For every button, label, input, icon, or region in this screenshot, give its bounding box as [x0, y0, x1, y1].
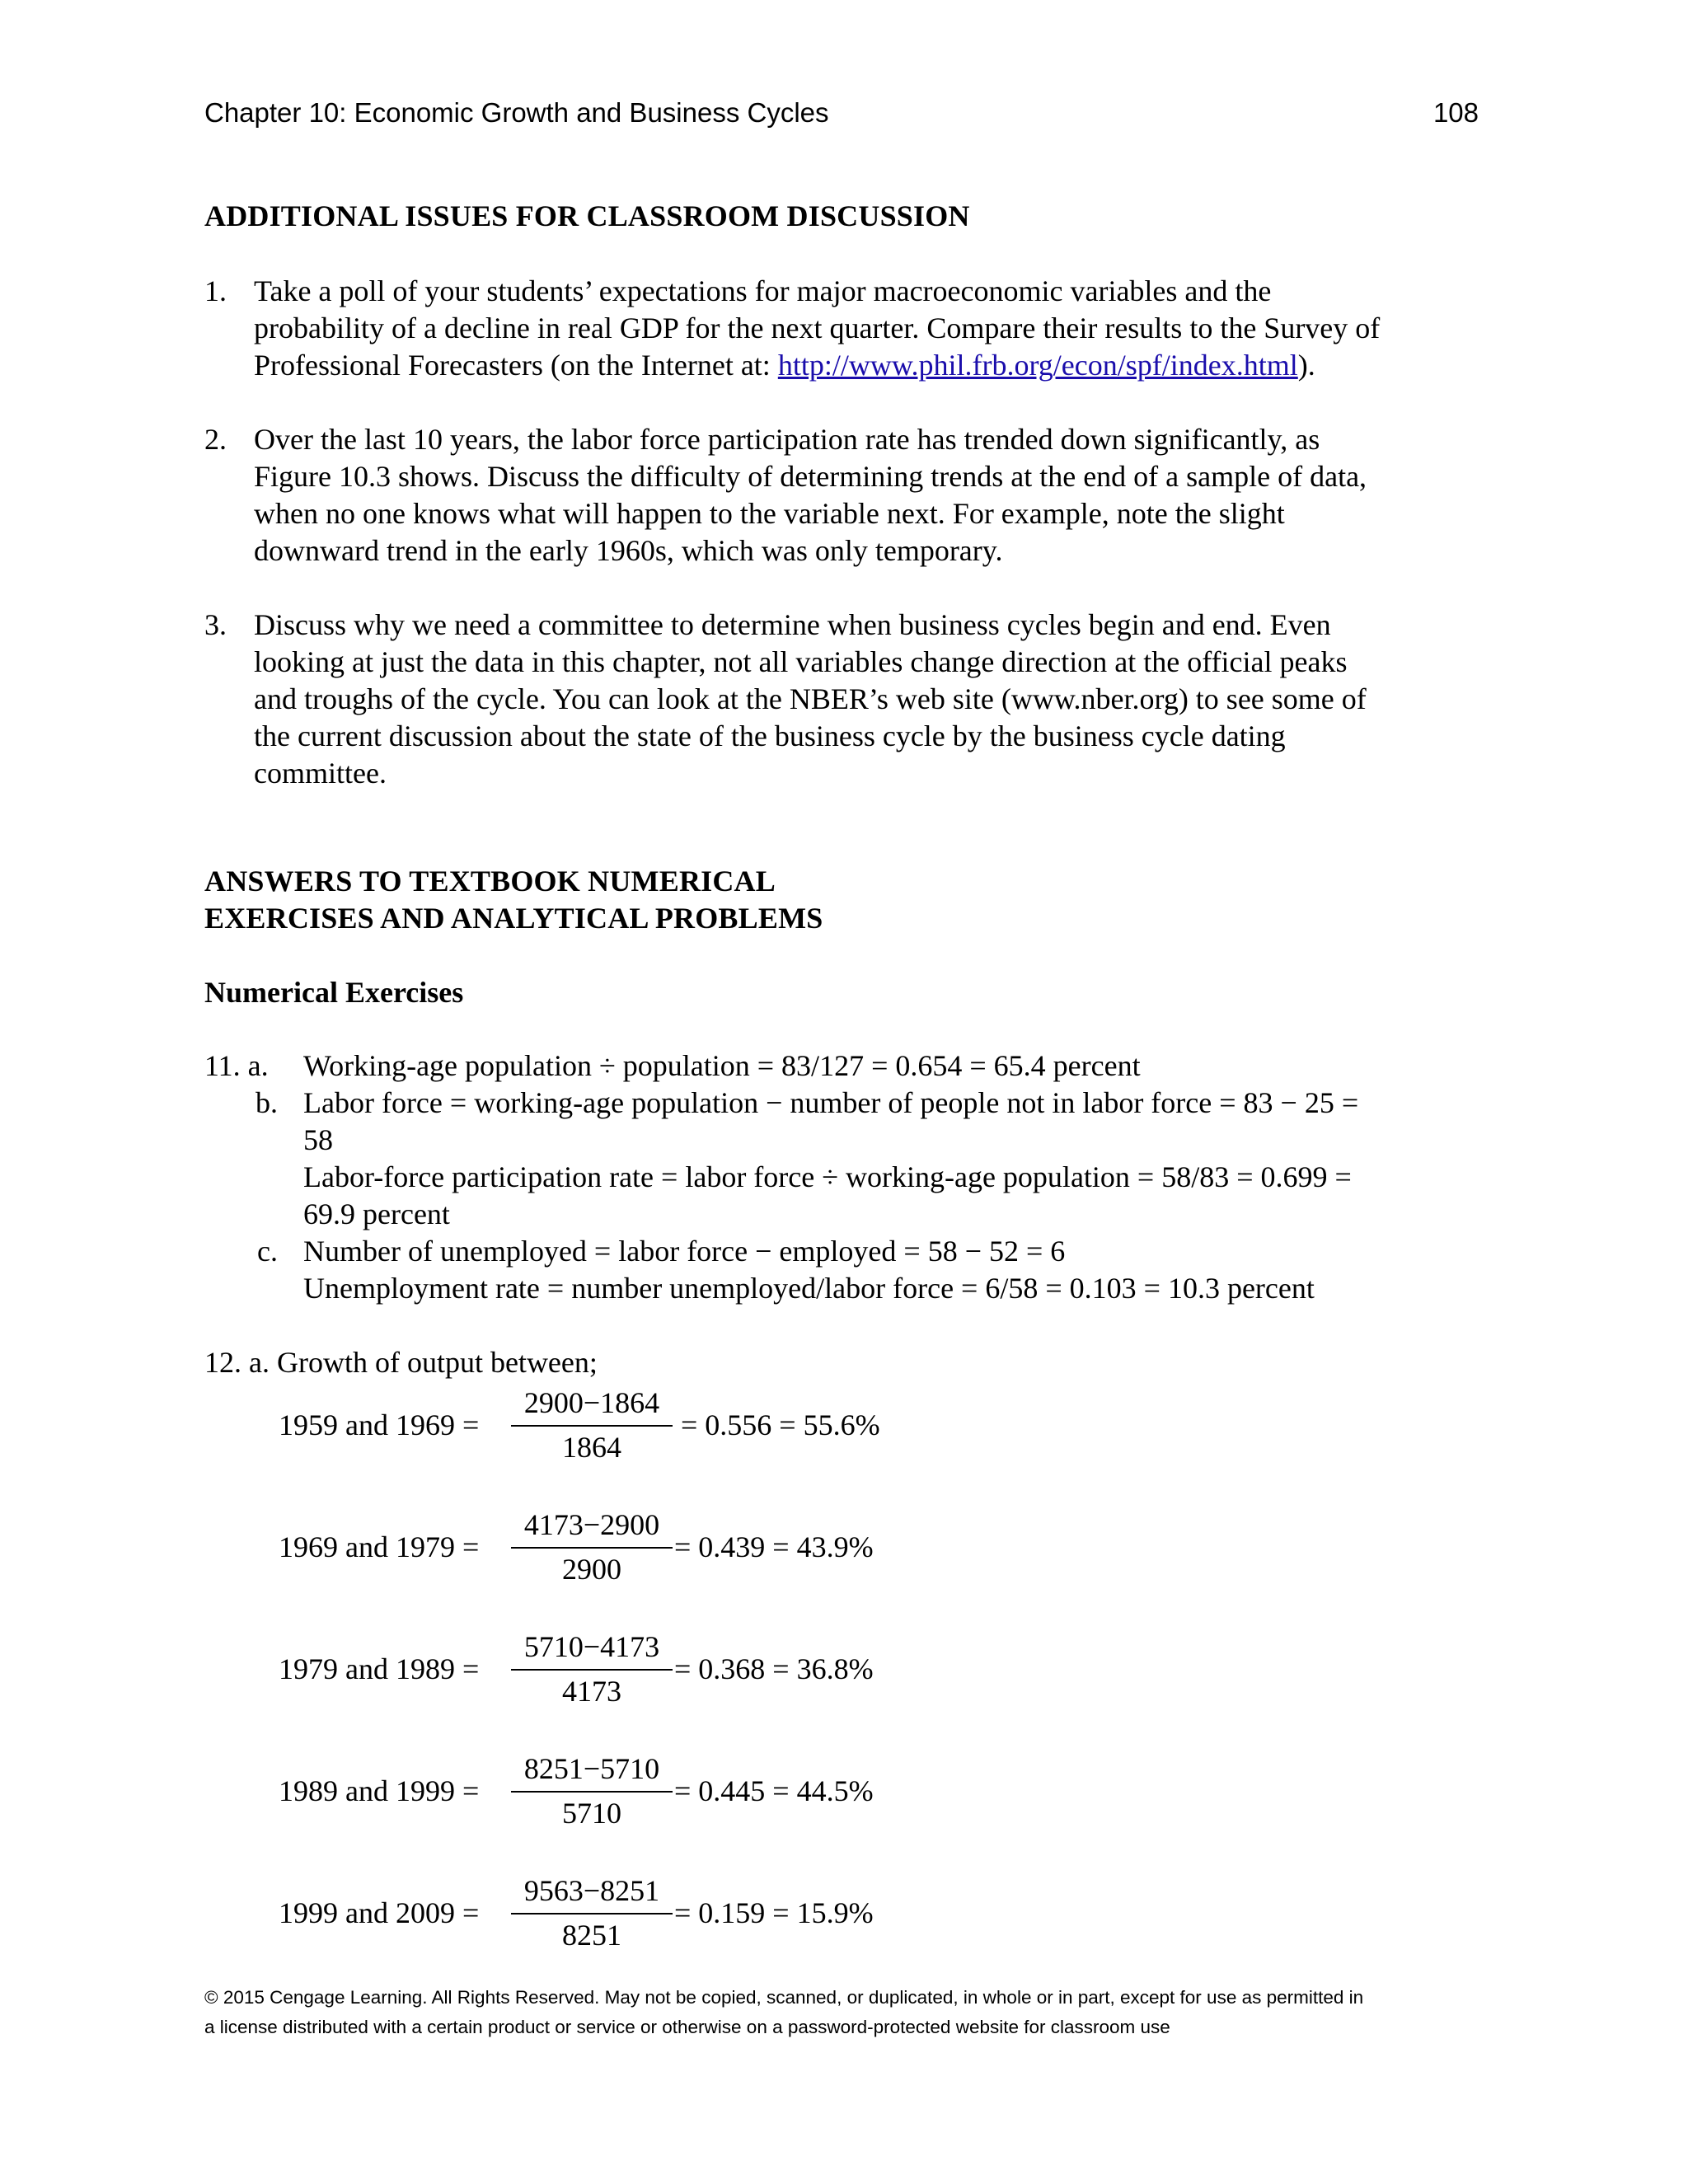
discussion-item-3: [254, 607, 1367, 792]
chapter-title: Chapter 10: Economic Growth and Business Cycles: [204, 97, 829, 128]
discussion-item-1-line: probability of a decline in real GDP for the next quarter. Compare their results to the Survey of: [254, 312, 1381, 344]
numerical-exercises-subheading: Numerical Exercises: [204, 976, 464, 1009]
running-header: [204, 97, 1479, 134]
q11-part-a: Working-age population ÷ population = 83/127 = 0.654 = 65.4 percent: [303, 1049, 1141, 1082]
formula-denominator: 5710: [562, 1797, 621, 1830]
discussion-item-1-prefix: Professional Forecasters (on the Internet at:: [254, 349, 778, 382]
discussion-item-3-line: committee.: [254, 757, 387, 790]
discussion-item-1: [254, 273, 1380, 384]
discussion-item-2-line: when no one knows what will happen to the variable next. For example, note the slight: [254, 497, 1285, 530]
footer-line: a license distributed with a certain product or service or otherwise on a password-protected website for classroom use: [204, 2017, 1170, 2037]
q11-part-c-line: Number of unemployed = labor force − employed = 58 − 52 = 6: [303, 1235, 1066, 1268]
q11-part-b-line: 69.9 percent: [303, 1197, 450, 1230]
q11-part-c-label: c.: [257, 1235, 278, 1268]
q11-part-b-line: 58: [303, 1123, 333, 1156]
formula-label: 1999 and 2009 =: [279, 1896, 480, 1929]
discussion-item-1-line: Take a poll of your students’ expectations for major macroeconomic variables and the: [254, 274, 1272, 307]
page-number: 108: [1432, 97, 1479, 128]
formula-denominator: 8251: [562, 1919, 621, 1952]
answers-heading-line-1: ANSWERS TO TEXTBOOK NUMERICAL: [204, 865, 776, 898]
formula-numerator: 2900−1864: [523, 1386, 660, 1419]
formula-numerator: 4173−2900: [523, 1508, 660, 1541]
q11-part-b-label: b.: [256, 1086, 278, 1119]
formula-result: = 0.445 = 44.5%: [674, 1774, 874, 1807]
spf-link[interactable]: http://www.phil.frb.org/econ/spf/index.html: [777, 349, 1298, 382]
q11-part-c: [303, 1233, 1315, 1307]
q11-number: 11. a.: [204, 1049, 269, 1082]
discussion-item-2-line: Over the last 10 years, the labor force participation rate has trended down significantly, as: [254, 423, 1320, 456]
formula-result: = 0.368 = 36.8%: [674, 1652, 874, 1685]
growth-formula: [279, 1382, 1020, 1473]
formula-result: = 0.556 = 55.6%: [681, 1408, 880, 1441]
discussion-item-2: [254, 421, 1367, 569]
answers-heading-line-2: EXERCISES AND ANALYTICAL PROBLEMS: [204, 902, 823, 935]
discussion-heading: ADDITIONAL ISSUES FOR CLASSROOM DISCUSSION: [204, 199, 970, 232]
discussion-item-1-number: 1.: [204, 274, 227, 307]
discussion-item-2-line: Figure 10.3 shows. Discuss the difficulty of determining trends at the end of a sample of data,: [254, 460, 1367, 493]
formula-denominator: 1864: [562, 1431, 621, 1464]
discussion-item-2-number: 2.: [204, 423, 227, 456]
formula-fraction: [509, 1504, 674, 1590]
growth-formula: [279, 1504, 1020, 1595]
formula-label: 1969 and 1979 =: [279, 1530, 480, 1563]
discussion-item-2-line: downward trend in the early 1960s, which was only temporary.: [254, 534, 1003, 567]
growth-formula: [279, 1748, 1020, 1839]
q11-part-c-line: Unemployment rate = number unemployed/labor force = 6/58 = 0.103 = 10.3 percent: [303, 1272, 1315, 1305]
q12-intro: 12. a. Growth of output between;: [204, 1346, 598, 1379]
growth-formula: [279, 1626, 1020, 1717]
formula-denominator: 4173: [562, 1675, 621, 1708]
growth-formula: [279, 1870, 1020, 1961]
formula-result: = 0.159 = 15.9%: [674, 1896, 874, 1929]
q11-part-b-line: Labor force = working-age population − number of people not in labor force = 83 − 25 =: [303, 1086, 1359, 1119]
formula-label: 1989 and 1999 =: [279, 1774, 480, 1807]
discussion-item-3-number: 3.: [204, 608, 227, 641]
formula-label: 1959 and 1969 =: [279, 1408, 480, 1441]
formula-label: 1979 and 1989 =: [279, 1652, 480, 1685]
discussion-item-3-line: and troughs of the cycle. You can look at the NBER’s web site (www.nber.org) to see some of: [254, 682, 1367, 715]
formula-numerator: 5710−4173: [523, 1630, 660, 1663]
formula-fraction: [509, 1870, 674, 1956]
discussion-item-1-last-line: [254, 347, 1380, 384]
copyright-footer: [204, 1983, 1490, 2042]
formula-fraction: [509, 1626, 674, 1712]
discussion-item-1-suffix: ).: [1297, 349, 1315, 382]
q11-part-b-line: Labor-force participation rate = labor force ÷ working-age population = 58/83 = 0.699 =: [303, 1160, 1352, 1193]
formula-denominator: 2900: [562, 1553, 621, 1586]
footer-line: © 2015 Cengage Learning. All Rights Reserved. May not be copied, scanned, or duplicated, in whole or in part, except for use as permitted in: [204, 1987, 1364, 2008]
formula-fraction: [509, 1748, 674, 1834]
formula-numerator: 8251−5710: [523, 1752, 660, 1785]
discussion-item-3-line: looking at just the data in this chapter, not all variables change direction at the official peaks: [254, 645, 1348, 678]
formula-result: = 0.439 = 43.9%: [674, 1530, 874, 1563]
q11-part-b: [303, 1085, 1358, 1233]
discussion-item-3-line: Discuss why we need a committee to determine when business cycles begin and end. Even: [254, 608, 1331, 641]
formula-numerator: 9563−8251: [523, 1874, 660, 1907]
formula-fraction: [509, 1382, 674, 1468]
discussion-item-3-line: the current discussion about the state of the business cycle by the business cycle dating: [254, 719, 1286, 752]
